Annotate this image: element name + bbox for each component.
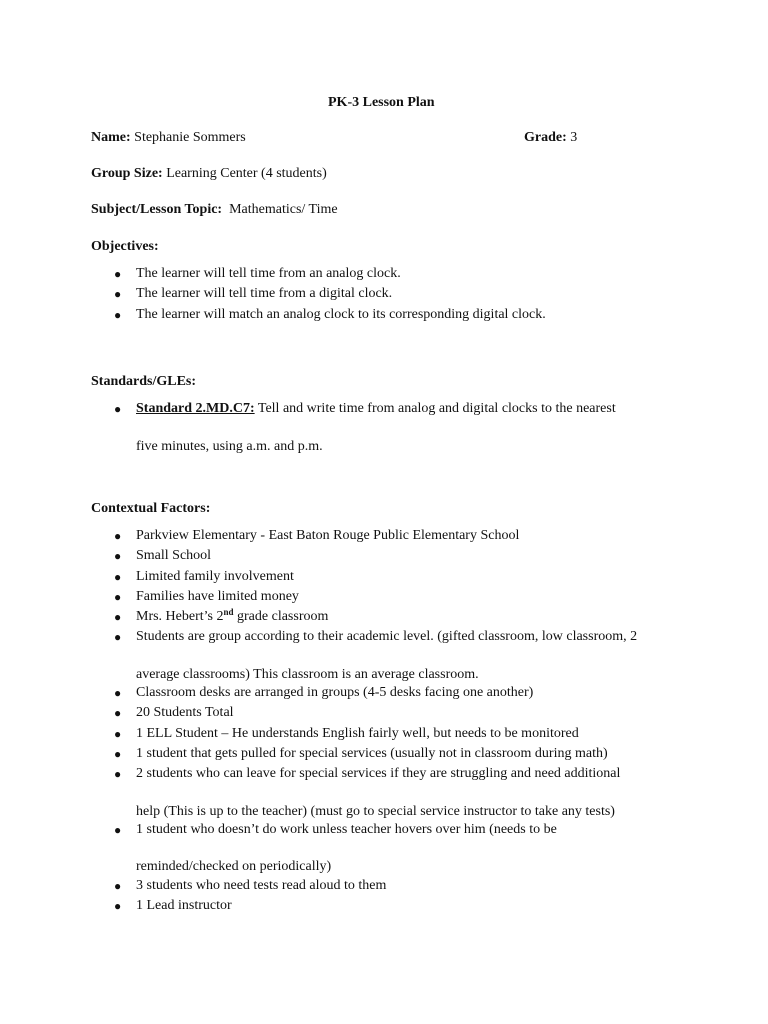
list-item: ● Limited family involvement <box>114 567 637 587</box>
list-item: ● Classroom desks are arranged in groups (4-5 desks facing one another) <box>114 683 620 703</box>
standard-continuation: five minutes, using a.m. and p.m. <box>136 439 323 454</box>
bullet-icon: ● <box>114 529 122 543</box>
group-size-line <box>91 165 327 183</box>
subject-value: Mathematics/ Time <box>229 202 338 217</box>
list-item: ● Mrs. Hebert’s 2nd grade classroom <box>114 607 637 627</box>
bullet-icon: ● <box>114 610 122 625</box>
grade-line <box>524 129 577 147</box>
bullet-icon: ● <box>114 402 122 416</box>
list-item: ● Families have limited money <box>114 587 637 607</box>
subject-line <box>91 201 338 219</box>
list-item: ● The learner will match an analog clock to its corresponding digital clock. <box>114 305 546 325</box>
factor-continuation: reminded/checked on periodically) <box>136 859 332 874</box>
bullet-icon: ● <box>114 569 122 584</box>
bullet-icon: ● <box>114 287 122 302</box>
list-item: ● Small School <box>114 546 637 566</box>
bullet-icon: ● <box>114 879 122 893</box>
standard-code: Standard 2.MD.C7: <box>136 401 255 416</box>
grade-value: 3 <box>570 130 578 145</box>
group-size-label: Group Size: <box>91 166 163 181</box>
bullet-icon: ● <box>114 899 122 914</box>
factor-continuation: help (This is up to the teacher) (must go to special service instructor to take any tests) <box>136 804 615 819</box>
list-item: ● 1 student who doesn’t do work unless teacher hovers over him (needs to be <box>114 820 557 840</box>
bullet-icon: ● <box>114 630 122 645</box>
bullet-icon: ● <box>114 746 122 761</box>
name-label: Name: <box>91 130 131 145</box>
bullet-icon: ● <box>114 706 122 721</box>
group-size-value: Learning Center (4 students) <box>166 166 327 181</box>
contextual-list-d <box>114 876 386 917</box>
factor-continuation: average classrooms) This classroom is an average classroom. <box>136 667 479 682</box>
page-title: PK-3 Lesson Plan <box>328 95 435 110</box>
subject-label: Subject/Lesson Topic: <box>91 202 223 217</box>
contextual-list-b <box>114 683 620 784</box>
bullet-icon: ● <box>114 686 122 700</box>
name-value: Stephanie Sommers <box>134 130 246 145</box>
standard-text: Tell and write time from analog and digital clocks to the nearest <box>254 401 616 416</box>
list-item: ● 20 Students Total <box>114 703 620 723</box>
list-item: ● 3 students who need tests read aloud to them <box>114 876 386 896</box>
bullet-icon: ● <box>114 549 122 564</box>
bullet-icon: ● <box>114 589 122 604</box>
list-item: ● 1 Lead instructor <box>114 896 386 916</box>
bullet-icon: ● <box>114 823 122 837</box>
bullet-icon: ● <box>114 267 122 281</box>
objectives-heading: Objectives: <box>91 239 159 254</box>
bullet-icon: ● <box>114 307 122 322</box>
list-item: ● Students are group according to their academic level. (gifted classroom, low classroom, 2 <box>114 627 637 647</box>
standards-heading: Standards/GLEs: <box>91 374 197 389</box>
name-line <box>91 129 246 147</box>
list-item: ● 2 students who can leave for special services if they are struggling and need additional <box>114 764 620 784</box>
list-item: ● 1 student that gets pulled for special services (usually not in classroom during math) <box>114 744 620 764</box>
objectives-list <box>114 264 546 325</box>
list-item <box>114 399 616 419</box>
list-item: ● Parkview Elementary - East Baton Rouge Public Elementary School <box>114 526 637 546</box>
grade-label: Grade: <box>524 130 567 145</box>
list-item: ● The learner will tell time from a digital clock. <box>114 284 546 304</box>
bullet-icon: ● <box>114 726 122 741</box>
contextual-list-c <box>114 820 557 840</box>
contextual-list-a <box>114 526 637 648</box>
bullet-icon: ● <box>114 767 122 782</box>
contextual-heading: Contextual Factors: <box>91 501 211 516</box>
standards-list <box>114 399 616 419</box>
list-item: ● The learner will tell time from an analog clock. <box>114 264 546 284</box>
list-item: ● 1 ELL Student – He understands English fairly well, but needs to be monitored <box>114 724 620 744</box>
